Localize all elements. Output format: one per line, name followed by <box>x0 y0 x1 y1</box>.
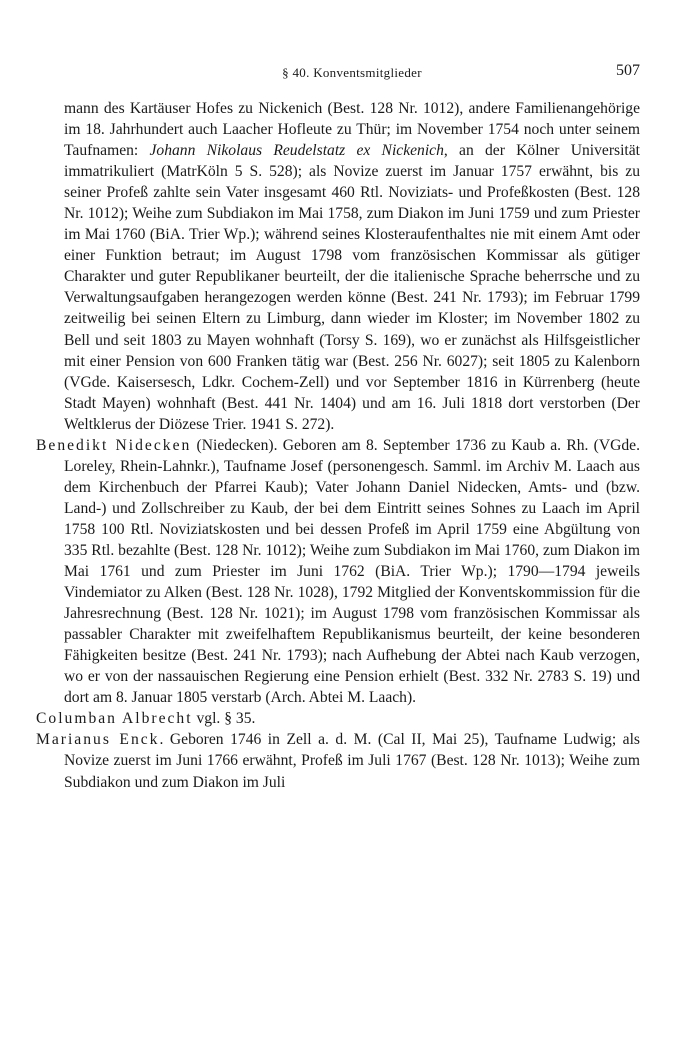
entry-text: , an der Kölner Universität immatrikuliert (MatrKöln 5 S. 528); als Novize zuerst im Januar 1757 erwähnt, bis zu seiner Profeß zahlte sein Vater insgesamt 460 Rtl. Noviziats- und Profeßkosten (Best. 128 Nr. 1012); Weihe zum Subdiakon im Mai 1758, zum Diakon im Juni 1759 und zum Priester im Mai 1760 (BiA. Trier Wp.); während seines Klosteraufenthaltes nie mit einem Amt oder einer Funktion betraut; im August 1798 vom französischen Kommissar als gütiger Charakter und guter Republikaner beurteilt, der die italienische Sprache beherrsche und zu Verwaltungsaufgaben herangezogen werden könne (Best. 241 Nr. 1793); im Februar 1799 zeitweilig bei seinen Eltern zu Limburg, dann wieder im Kloster; im November 1802 zu Bell und seit 1803 zu Mayen wohnhaft (Torsy S. 169), wo er zunächst als Hilfsgeistlicher mit einer Pension von 600 Franken tätig war (Best. 256 Nr. 6027); seit 1805 zu Kalenborn (VGde. Kaisersesch, Ldkr. Cochem-Zell) und vor September 1816 in Kürrenberg (heute Stadt Mayen) wohnhaft (Best. 441 Nr. 1404) und am 16. Juli 1818 dort verstorben (Der Weltklerus der Diözese Trier. 1941 S. 272). <box>64 142 640 433</box>
entry-marianus-enck <box>36 729 640 792</box>
entry-text: vgl. § 35. <box>192 710 256 728</box>
entry-text: . Geboren 1746 in Zell a. d. M. (Cal II, Mai 25), Taufname Ludwig; als Novize zuerst im Juni 1766 erwähnt, Profeß im Juli 1767 (Best. 128 Nr. 1013); Weihe zum Subdiakon und zum Diakon im Juli <box>64 731 640 791</box>
running-header <box>64 62 640 86</box>
entry-columban-albrecht <box>36 708 640 729</box>
entry-continued <box>36 98 640 435</box>
entry-text: mann des Kartäuser Hofes zu Nickenich (Best. 128 Nr. 1012), andere Familienangehörige im 18. Jahrhundert auch Laacher Hofleute zu Thür; im November 1754 noch unter seinem Taufnamen: <box>64 100 640 160</box>
entry-text: (Niedecken). Geboren am 8. September 1736 zu Kaub a. Rh. (VGde. Loreley, Rhein-Lahnkr.), Taufname Josef (personengesch. Samml. im Archiv M. Laach aus dem Kirchenbuch der Pfarrei Kaub); Vater Johann Daniel Nidecken, Amts- und (bzw. Land-) und Zollschreiber zu Kaub, der bei dem Eintritt seines Sohnes zu Laach im April 1758 100 Rtl. Noviziatskosten und bei dessen Profeß im April 1759 eine Abgültung von 335 Rtl. bezahlte (Best. 128 Nr. 1012); Weihe zum Subdiakon im Mai 1760, zum Diakon im Mai 1761 und zum Priester im Juni 1762 (BiA. Trier Wp.); 1790—1794 jeweils Vindemiator zu Alken (Best. 128 Nr. 1028), 1792 Mitglied der Konventskommission für die Jahresrechnung (Best. 128 Nr. 1021); im August 1798 vom französischen Kommissar als passabler Charakter mit zweifelhaftem Republikanismus beurteilt, der keine besonderen Fähigkeiten besitze (Best. 241 Nr. 1793); nach Aufhebung der Abtei nach Kaub verzogen, wo er von der nassauischen Regierung eine Pension erhielt (Best. 332 Nr. 2783 S. 19) und dort am 8. Januar 1805 verstarb (Arch. Abtei M. Laach). <box>64 436 640 707</box>
entry-name: Benedikt Nidecken <box>36 436 192 454</box>
section-title: § 40. Konventsmitglieder <box>282 65 422 80</box>
latin-name: Johann Nikolaus Reudelstatz ex Nickenich <box>149 142 444 160</box>
page-number: 507 <box>616 62 640 79</box>
entry-name: Columban Albrecht <box>36 710 193 728</box>
body-text <box>36 98 640 793</box>
entry-benedikt-nidecken <box>36 435 640 709</box>
entry-name: Marianus Enck <box>36 731 160 749</box>
